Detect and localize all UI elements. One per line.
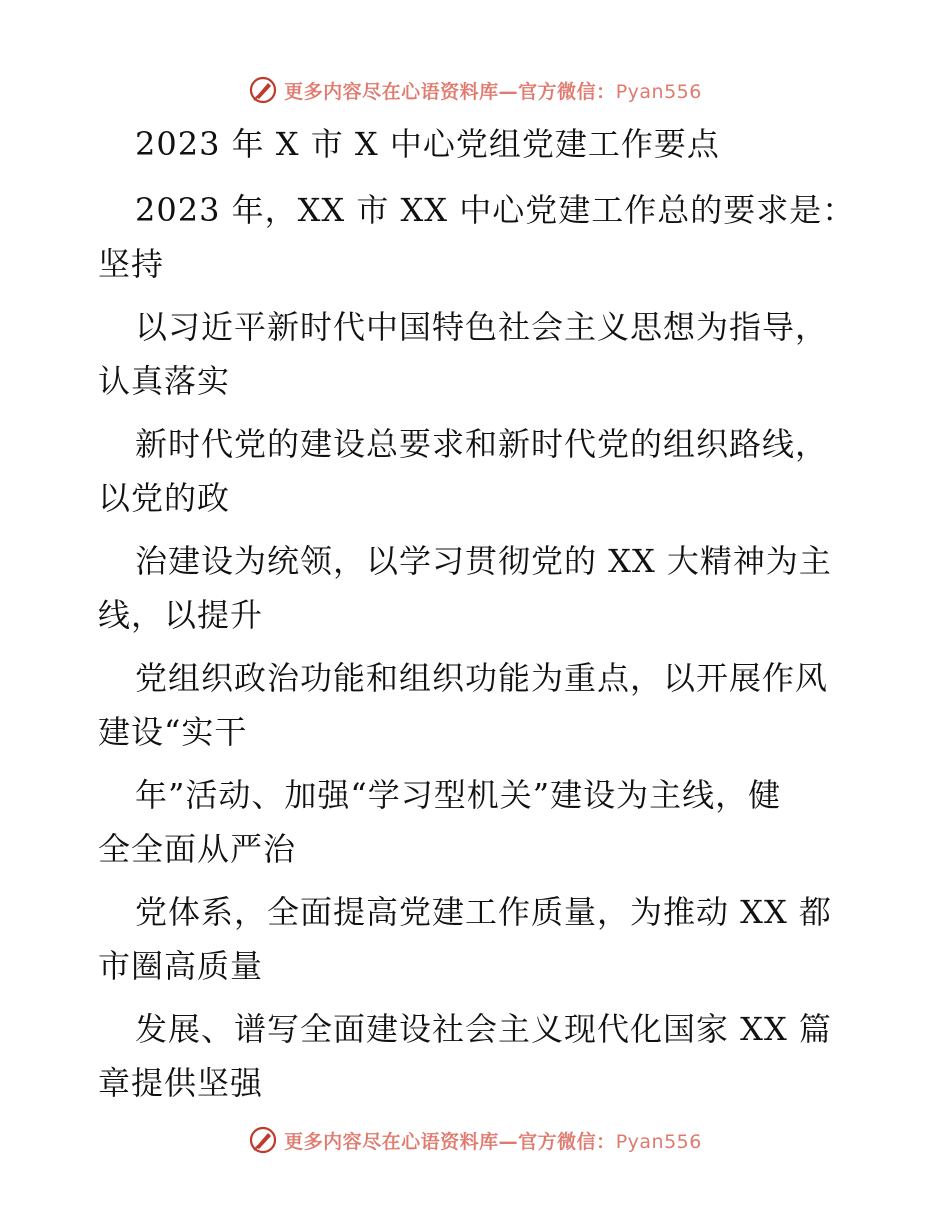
quill-logo-icon	[248, 75, 278, 105]
watermark-text: 更多内容尽在心语资料库—官方微信：Pyan556	[284, 80, 702, 103]
paragraph-line: 治建设为统领，以学习贯彻党的 XX 大精神为主	[135, 542, 832, 580]
paragraph-line: 新时代党的建设总要求和新时代党的组织路线，	[135, 425, 829, 463]
paragraph-line: 以党的政	[98, 479, 231, 517]
paragraph-line: 章提供坚强	[98, 1064, 264, 1102]
paragraph-line: 坚持	[98, 245, 165, 283]
paragraph-line: 年”活动、加强“学习型机关”建设为主线，健	[135, 776, 782, 814]
paragraph-line: 认真落实	[98, 362, 231, 400]
paragraph-line: 线，以提升	[98, 596, 264, 634]
quill-logo-icon	[248, 1125, 278, 1155]
paragraph-line: 全全面从严治	[98, 830, 297, 868]
paragraph-line: 市圈高质量	[98, 947, 264, 985]
paragraph-line: 以习近平新时代中国特色社会主义思想为指导，	[135, 308, 829, 346]
header-watermark	[0, 70, 950, 110]
document-title: 2023 年 X 市 X 中心党组党建工作要点	[135, 125, 720, 163]
paragraph-line: 党组织政治功能和组织功能为重点，以开展作风	[135, 659, 829, 697]
paragraph-line: 建设“实干	[98, 713, 248, 751]
paragraph-line: 党体系，全面提高党建工作质量，为推动 XX 都	[135, 893, 832, 931]
watermark-text: 更多内容尽在心语资料库—官方微信：Pyan556	[284, 1130, 702, 1153]
footer-watermark	[0, 1120, 950, 1160]
paragraph-line: 发展、谱写全面建设社会主义现代化国家 XX 篇	[135, 1010, 832, 1048]
paragraph-line: 2023 年，XX 市 XX 中心党建工作总的要求是：	[135, 191, 856, 229]
